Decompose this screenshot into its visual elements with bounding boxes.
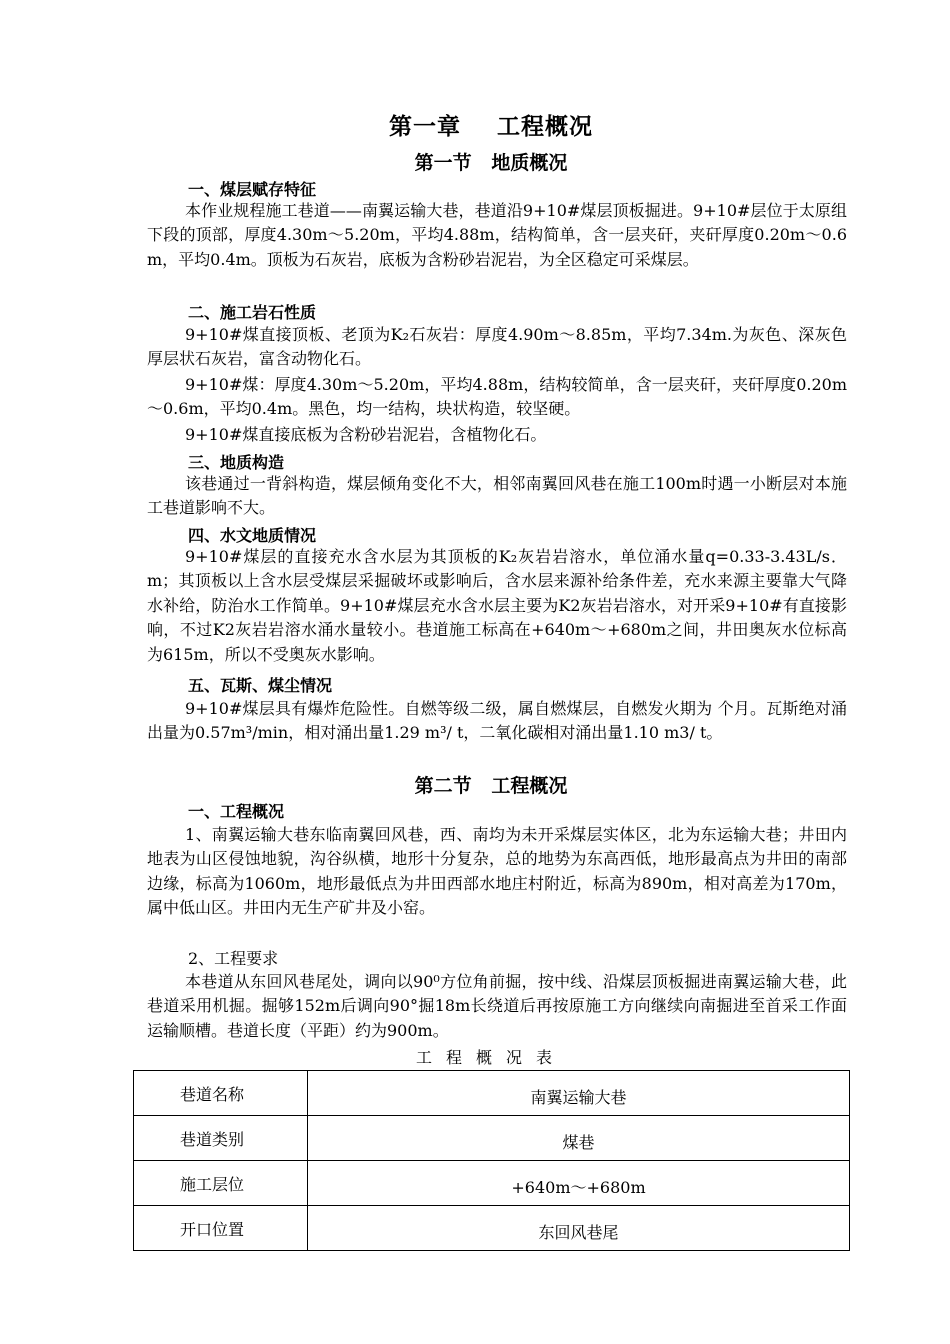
table-cell-label: 开口位置 — [134, 1206, 308, 1251]
chapter-title: 第一章 工程概况 — [388, 114, 594, 140]
table-cell-label: 巷道名称 — [134, 1071, 308, 1116]
subheading-requirements: 2、工程要求 — [188, 949, 279, 968]
table-row — [134, 1071, 850, 1116]
table-row — [134, 1206, 850, 1251]
heading-project-overview: 一、工程概况 — [188, 802, 285, 821]
section-title-project: 第二节 工程概况 — [414, 775, 568, 797]
paragraph-project-overview: 1、南翼运输大巷东临南翼回风巷，西、南均为未开采煤层实体区，北为东运输大巷；井田内地表为山区侵蚀地貌，沟谷纵横，地形十分复杂，总的地势为东高西低，地形最高点为井田的南部边缘，标高为1060m，地形最低点为井田西部水地庄村附近，标高为890m，相对高差为170m，属中低山区。井田内无生产矿井及小窑。 — [147, 825, 847, 918]
paragraph-roof: 9+10#煤直接顶板、老顶为K₂石灰岩：厚度4.90m～8.85m，平均7.34m.为灰色、深灰色厚层状石灰岩，富含动物化石。 — [147, 325, 847, 369]
paragraph-coal: 9+10#煤：厚度4.30m～5.20m，平均4.88m，结构较简单，含一层夹矸，夹矸厚度0.20m～0.6m，平均0.4m。黑色，均一结构，块状构造，较坚硬。 — [147, 375, 847, 419]
paragraph-hydrogeology: 9+10#煤层的直接充水含水层为其顶板的K₂灰岩岩溶水，单位涌水量q=0.33-3.43L/s．m；其顶板以上含水层受煤层采掘破坏或影响后，含水层来源补给条件差，充水来源主要靠大气降水补给，防治水工作简单。9+10#煤层充水含水层主要为K2灰岩岩溶水，对开采9+10#有直接影响，不过K2灰岩岩溶水涌水量较小。巷道施工标高在+640m～+680m之间，井田奥灰水位标高为615m，所以不受奥灰水影响。 — [147, 547, 847, 664]
table-cell-value: 南翼运输大巷 — [308, 1071, 850, 1116]
table-row — [134, 1116, 850, 1161]
table-cell-label: 巷道类别 — [134, 1116, 308, 1161]
table-cell-label: 施工层位 — [134, 1161, 308, 1206]
table-cell-value: 煤巷 — [308, 1116, 850, 1161]
heading-rock-properties: 二、施工岩石性质 — [188, 303, 317, 322]
table-cell-value: 东回风巷尾 — [308, 1206, 850, 1251]
paragraph-requirements: 本巷道从东回风巷尾处，调向以90⁰方位角前掘，按中线、沿煤层顶板掘进南翼运输大巷，此巷道采用机掘。掘够152m后调向90°掘18m长绕道后再按原施工方向继续向南掘进至首采工作面运输顺槽。巷道长度（平距）约为900m。 — [147, 972, 847, 1040]
section-title-geology: 第一节 地质概况 — [414, 152, 568, 174]
heading-gas-dust: 五、瓦斯、煤尘情况 — [188, 676, 333, 695]
paragraph-structure: 该巷通过一背斜构造，煤层倾角变化不大，相邻南翼回风巷在施工100m时遇一小断层对本施工巷道影响不大。 — [147, 474, 847, 518]
paragraph-floor: 9+10#煤直接底板为含粉砂岩泥岩，含植物化石。 — [185, 425, 547, 444]
table-row — [134, 1161, 850, 1206]
table-title: 工程概况表 — [415, 1048, 566, 1067]
overview-table — [133, 1070, 850, 1251]
table-cell-value: +640m～+680m — [308, 1161, 850, 1206]
heading-structure: 三、地质构造 — [188, 453, 285, 472]
paragraph-coal-seam: 本作业规程施工巷道——南翼运输大巷，巷道沿9+10#煤层顶板掘进。9+10#层位于太原组下段的顶部，厚度4.30m～5.20m，平均4.88m，结构简单，含一层夹矸，夹矸厚度0.20m～0.6m，平均0.4m。顶板为石灰岩，底板为含粉砂岩泥岩，为全区稳定可采煤层。 — [147, 201, 847, 269]
heading-coal-seam: 一、煤层赋存特征 — [188, 180, 317, 199]
paragraph-gas-dust: 9+10#煤层具有爆炸危险性。自燃等级二级，属自燃煤层，自燃发火期为 个月。瓦斯绝对涌出量为0.57m³/min，相对涌出量1.29 m³/ t，二氧化碳相对涌出量1.10 m3/ t。 — [147, 699, 847, 743]
heading-hydrogeology: 四、水文地质情况 — [188, 526, 317, 545]
